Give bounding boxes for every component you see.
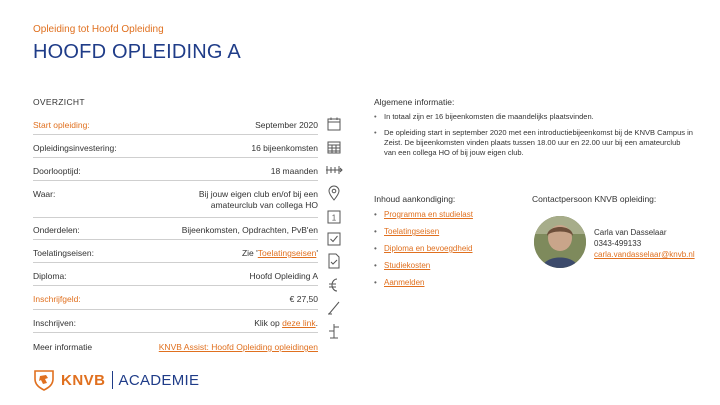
- divider: [33, 134, 318, 135]
- divider: [33, 157, 318, 158]
- euro-icon: [325, 299, 343, 317]
- content-heading: Inhoud aankondiging:: [374, 194, 456, 204]
- list-item: • In totaal zijn er 16 bijeenkomsten die maandelijks plaatsvinden.: [374, 112, 694, 122]
- row-label-admission: Toelatingseisen:: [33, 248, 94, 258]
- row-label-more-info: Meer informatie: [33, 342, 93, 352]
- register-link[interactable]: deze link: [282, 318, 316, 328]
- divider: [33, 217, 318, 218]
- divider: [33, 285, 318, 286]
- row-value-start: September 2020: [255, 120, 318, 130]
- svg-text:1: 1: [331, 213, 337, 223]
- document-check-icon: [325, 252, 343, 270]
- row-value-more-info: [159, 342, 318, 353]
- calendar-icon: [325, 115, 343, 133]
- divider: [33, 239, 318, 240]
- timeline-icon: [325, 161, 343, 179]
- row-label-diploma: Diploma:: [33, 271, 67, 281]
- row-label-components: Onderdelen:: [33, 225, 80, 235]
- divider: [33, 332, 318, 333]
- content-links: [374, 210, 473, 295]
- row-label-duration: Doorlooptijd:: [33, 166, 81, 176]
- row-value-where: Bij jouw eigen club en/of bij een amateurclub van collega HO: [198, 189, 318, 210]
- link-programma[interactable]: Programma en studielast: [384, 210, 473, 219]
- contact-heading: Contactpersoon KNVB opleiding:: [532, 194, 657, 204]
- row-label-where: Waar:: [33, 189, 56, 199]
- row-value-fee: € 27,50: [289, 294, 318, 304]
- location-pin-icon: [325, 184, 343, 202]
- link-aanmelden[interactable]: Aanmelden: [384, 278, 425, 287]
- overview-heading: OVERZICHT: [33, 97, 85, 107]
- link-toelatingseisen[interactable]: Toelatingseisen: [384, 227, 440, 236]
- breadcrumb: Opleiding tot Hoofd Opleiding: [33, 24, 164, 35]
- logo-brand: KNVB: [61, 371, 106, 389]
- row-label-register: Inschrijven:: [33, 318, 76, 328]
- diploma-icon: [325, 276, 343, 294]
- row-value-investment: 16 bijeenkomsten: [251, 143, 318, 153]
- general-info-list: [374, 112, 694, 164]
- contact-details: [594, 227, 695, 260]
- contact-email[interactable]: carla.vandasselaar@knvb.nl: [594, 250, 695, 259]
- knvb-academie-logo: [33, 369, 199, 391]
- lion-logo-icon: [33, 369, 55, 391]
- admission-link[interactable]: Toelatingseisen: [257, 248, 317, 258]
- contact-photo: [534, 216, 586, 268]
- divider: [33, 180, 318, 181]
- divider: [33, 262, 318, 263]
- divider: [33, 309, 318, 310]
- row-value-duration: 18 maanden: [270, 166, 318, 176]
- contact-name: Carla van Dasselaar: [594, 228, 667, 237]
- link-studiekosten[interactable]: Studiekosten: [384, 261, 431, 270]
- logo-divider: [112, 371, 113, 389]
- pen-icon: [325, 322, 343, 340]
- calendar-grid-icon: [325, 138, 343, 156]
- general-info-heading: Algemene informatie:: [374, 97, 455, 107]
- page-title: HOOFD OPLEIDING A: [33, 41, 241, 63]
- row-value-admission: Zie 'Toelatingseisen': [241, 248, 318, 258]
- row-label-fee: Inschrijfgeld:: [33, 294, 81, 304]
- checklist-icon: [325, 230, 343, 248]
- link-diploma[interactable]: Diploma en bevoegdheid: [384, 244, 473, 253]
- knvb-assist-link[interactable]: KNVB Assist: Hoofd Opleiding opleidingen: [158, 342, 318, 352]
- number-badge-icon: [325, 208, 343, 226]
- row-label-start: Start opleiding:: [33, 120, 90, 130]
- row-value-components: Bijeenkomsten, Opdrachten, PvB'en: [181, 225, 318, 235]
- row-value-diploma: Hoofd Opleiding A: [249, 271, 318, 281]
- contact-phone: 0343-499133: [594, 239, 642, 248]
- list-item: • De opleiding start in september 2020 met een introductiebijeenkomst bij de KNVB Campus in Zeist. De bijeenkomsten vinden plaats tussen 18.00 uur en 22.00 uur bij een amateurclub van een collega HO of bij jouw eigen club.: [374, 128, 694, 158]
- logo-division: ACADEMIE: [118, 371, 200, 389]
- row-value-register: Klik op deze link.: [254, 318, 318, 328]
- row-label-investment: Opleidingsinvestering:: [33, 143, 117, 153]
